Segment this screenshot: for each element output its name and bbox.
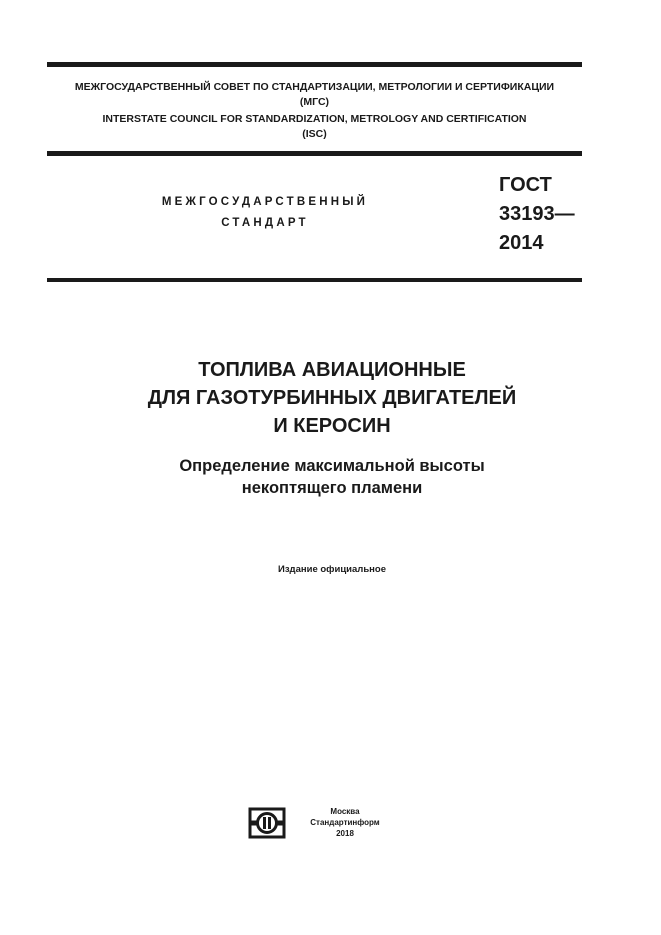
publisher-year: 2018 <box>336 829 354 838</box>
gost-year: 2014 <box>499 232 544 254</box>
standard-type <box>130 192 400 234</box>
council-name-en <box>47 112 582 142</box>
council-name-en-line: INTERSTATE COUNCIL FOR STANDARDIZATION, METROLOGY AND CERTIFICATION <box>102 113 527 125</box>
title-line1: ТОПЛИВА АВИАЦИОННЫЕ <box>198 359 466 381</box>
bottom-rule <box>47 278 582 282</box>
title-line2: ДЛЯ ГАЗОТУРБИННЫХ ДВИГАТЕЛЕЙ <box>147 387 517 409</box>
council-abbr-ru: (МГС) <box>299 96 330 108</box>
title-line3: И КЕРОСИН <box>273 415 391 437</box>
gost-number: 33193— <box>499 203 575 225</box>
publisher-name: Стандартинформ <box>310 818 380 827</box>
publisher-info <box>290 806 400 839</box>
subtitle-line2: некоптящего пламени <box>241 479 423 497</box>
standartinform-logo-icon <box>247 806 287 840</box>
subtitle-line1: Определение максимальной высоты <box>179 457 485 475</box>
council-abbr-en: (ISC) <box>302 128 327 140</box>
gost-label: ГОСТ <box>499 174 552 196</box>
top-rule <box>47 62 582 67</box>
council-name-ru <box>47 80 582 110</box>
middle-rule <box>47 151 582 156</box>
council-name-ru-line: МЕЖГОСУДАРСТВЕННЫЙ СОВЕТ ПО СТАНДАРТИЗАЦИИ, МЕТРОЛОГИИ И СЕРТИФИКАЦИИ <box>74 81 555 93</box>
gost-designation <box>499 171 575 258</box>
standard-type-line1: МЕЖГОСУДАРСТВЕННЫЙ <box>161 196 369 208</box>
publisher-city: Москва <box>330 807 360 816</box>
standard-type-line2: СТАНДАРТ <box>221 217 309 229</box>
document-title <box>47 356 617 440</box>
document-subtitle <box>47 455 617 499</box>
edition-note: Издание официальное <box>278 564 386 575</box>
